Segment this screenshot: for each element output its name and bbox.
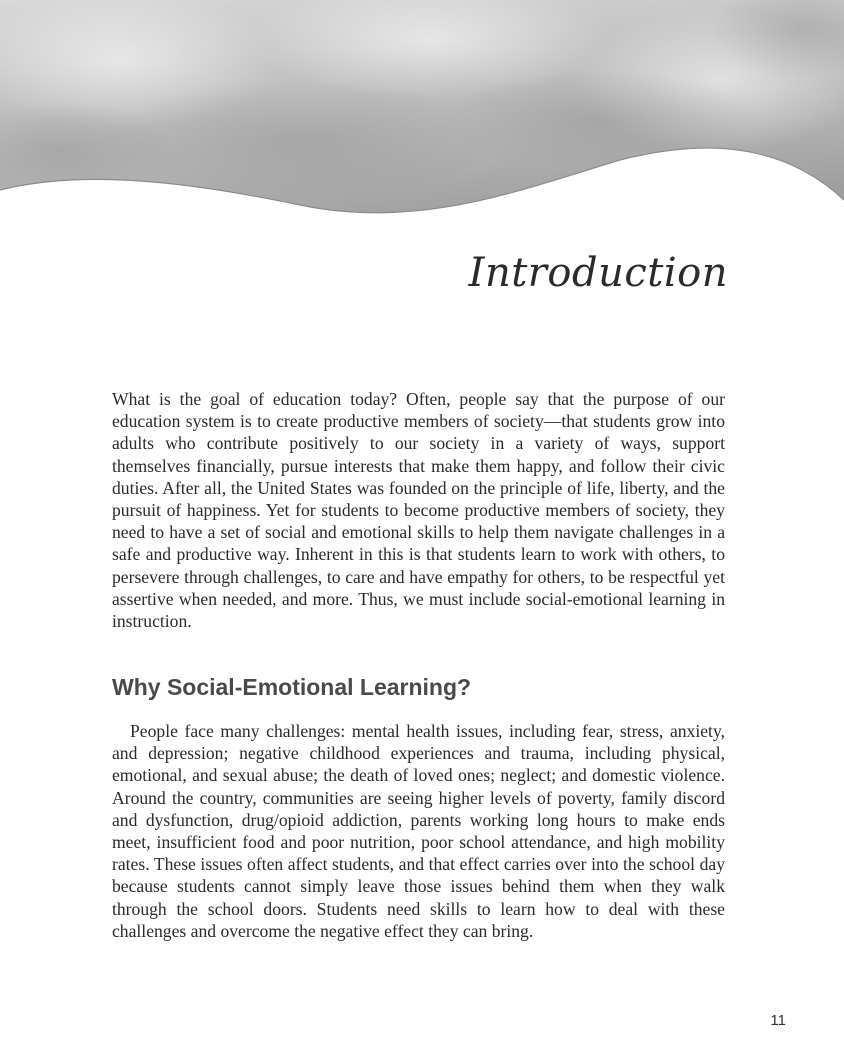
watercolor-header-art <box>0 0 844 240</box>
page-number: 11 <box>770 1012 786 1029</box>
section-paragraph: People face many challenges: mental health issues, including fear, stress, anxiety, and depression; negative childhood experiences and trauma, including physical, emotional, and sexual abuse; the death of loved ones; neglect; and domestic violence. Around the country, communities are seeing higher levels of poverty, family discord and dysfunction, drug/opioid addiction, parents working long hours to make ends meet, insufficient food and poor nutrition, poor school attendance, and high mobility rates. These issues often affect students, and that effect carries over into the school day because students cannot simply leave those issues behind them when they walk through the school doors. Students need skills to learn how to deal with these challenges and overcome the negative effect they can bring. <box>112 721 725 941</box>
section-heading: Why Social-Emotional Learning? <box>112 674 472 700</box>
page-title: Introduction <box>468 250 728 296</box>
intro-paragraph: What is the goal of education today? Often, people say that the purpose of our education system is to create productive members of society—that students grow into adults who contribute positively to our society in a variety of ways, support themselves financially, pursue interests that make them happy, and follow their civic duties. After all, the United States was founded on the principle of life, liberty, and the pursuit of happiness. Yet for students to become productive members of society, they need to have a set of social and emotional skills to help them navigate challenges in a safe and productive way. Inherent in this is that students learn to work with others, to persevere through challenges, to care and have empathy for others, to be respectful yet assertive when needed, and more. Thus, we must include social-emotional learning in instruction. <box>112 389 725 632</box>
